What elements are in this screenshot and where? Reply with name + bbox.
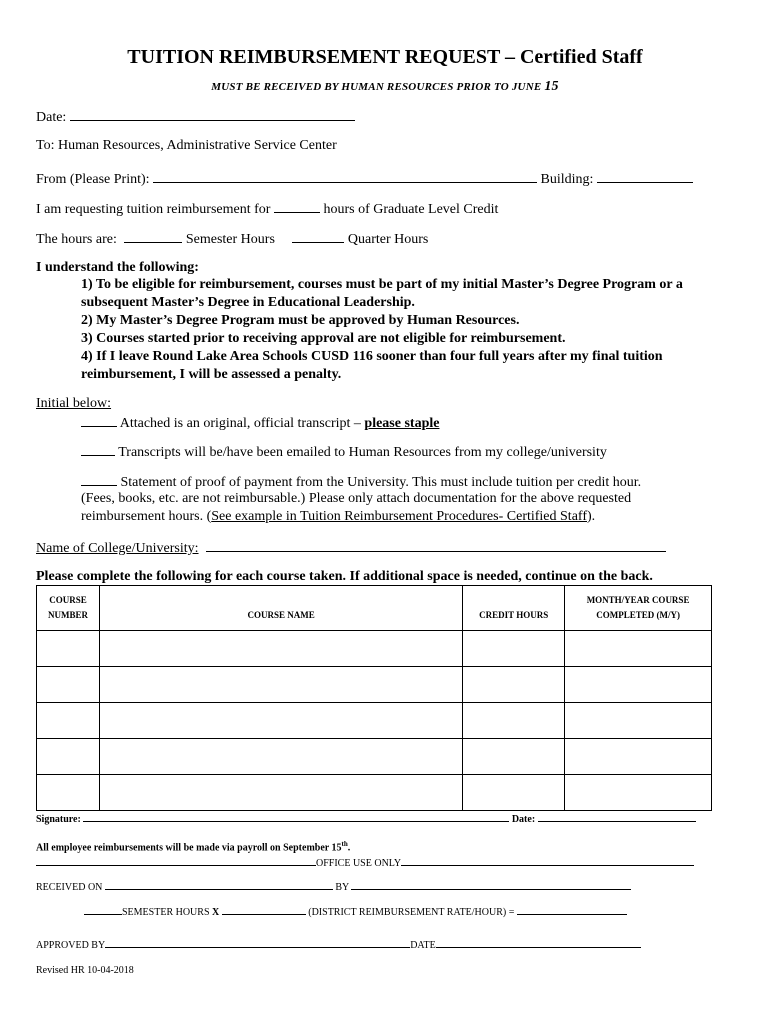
understanding-item: 2) My Master’s Degree Program must be approved by Human Resources. [81,313,520,328]
date-blank[interactable] [70,108,355,121]
header-credit-hours: CREDIT HOURS [463,586,565,631]
table-row [37,703,712,739]
understanding-item: 4) If I leave Round Lake Area Schools CUSD 116 sooner than four full years after my final tuition reimbursement, I will be assessed a penalty. [81,349,663,382]
initial-payment-proof: Statement of proof of payment from the University. This must include tuition per credit hour. [81,473,641,491]
from-field: From (Please Print): Building: [36,170,693,188]
initial-transcript-emailed: Transcripts will be/have been emailed to Human Resources from my college/university [81,443,607,461]
semester-hours-blank[interactable] [124,230,182,243]
semester-hours-calc-blank[interactable] [84,905,122,915]
course-name-cell[interactable] [99,775,462,811]
payment-proof-line-2: (Fees, books, etc. are not reimbursable.) Please only attach documentation for the above requested [81,491,632,506]
course-number-cell[interactable] [37,667,100,703]
credit-hours-cell[interactable] [463,703,565,739]
college-field: Name of College/University: [36,539,666,557]
total-blank[interactable] [517,905,627,915]
initial-heading: Initial below: [36,396,112,411]
approved-date-blank[interactable] [436,938,641,948]
course-number-cell[interactable] [37,775,100,811]
month-year-cell[interactable] [565,775,712,811]
to-line: To: Human Resources, Administrative Service Center [36,138,337,153]
month-year-cell[interactable] [565,739,712,775]
approved-by-blank[interactable] [105,938,410,948]
rate-blank[interactable] [222,905,306,915]
table-row [37,667,712,703]
initial-blank-3[interactable] [81,473,117,486]
request-hours-line: I am requesting tuition reimbursement for hours of Graduate Level Credit [36,202,499,217]
form-subtitle: MUST BE RECEIVED BY HUMAN RESOURCES PRIOR TO JUNE 15 [211,79,559,94]
payroll-note: All employee reimbursements will be made via payroll on September 15th. [36,840,351,854]
date-field: Date: [36,108,355,126]
received-on-blank[interactable] [105,880,333,890]
header-course-name: COURSE NAME [99,586,462,631]
course-number-cell[interactable] [37,739,100,775]
course-number-cell[interactable] [37,631,100,667]
initial-transcript-original: Attached is an original, official transcript – please staple [81,414,439,432]
signature-line: Signature: Date: [36,812,696,825]
signature-blank[interactable] [83,812,509,822]
received-by-blank[interactable] [351,880,631,890]
course-name-cell[interactable] [99,667,462,703]
initial-blank-1[interactable] [81,414,117,427]
office-use-divider: OFFICE USE ONLY [36,856,694,869]
from-blank[interactable] [153,170,537,183]
table-row [37,775,712,811]
course-number-cell[interactable] [37,703,100,739]
table-row [37,631,712,667]
course-name-cell[interactable] [99,631,462,667]
understanding-list [81,276,741,384]
college-blank[interactable] [206,539,666,552]
credit-hours-cell[interactable] [463,739,565,775]
credit-hours-cell[interactable] [463,775,565,811]
understanding-item: 3) Courses started prior to receiving approval are not eligible for reimbursement. [81,331,566,346]
credit-hours-cell[interactable] [463,631,565,667]
received-line: RECEIVED ON BY [36,880,631,893]
procedures-link[interactable]: See example in Tuition Reimbursement Procedures- Certified Staff [211,509,587,524]
signature-date-blank[interactable] [538,812,696,822]
approved-line: APPROVED BY DATE [36,938,641,951]
month-year-cell[interactable] [565,631,712,667]
header-month-year: MONTH/YEAR COURSE COMPLETED (M/Y) [565,586,712,631]
course-table [36,585,712,811]
credit-hours-cell[interactable] [463,667,565,703]
understanding-heading: I understand the following: [36,260,199,275]
course-table-header [37,586,712,631]
table-row [37,739,712,775]
month-year-cell[interactable] [565,667,712,703]
graduate-hours-blank[interactable] [274,200,320,213]
course-name-cell[interactable] [99,703,462,739]
initial-blank-2[interactable] [81,443,115,456]
quarter-hours-blank[interactable] [292,230,344,243]
month-year-cell[interactable] [565,703,712,739]
payment-proof-line-3: reimbursement hours. (See example in Tuition Reimbursement Procedures- Certified Staff). [81,509,596,524]
course-name-cell[interactable] [99,739,462,775]
header-course-number: COURSE NUMBER [37,586,100,631]
building-blank[interactable] [597,170,693,183]
hours-type-line: The hours are: Semester Hours Quarter Hours [36,232,429,247]
understanding-item: 1) To be eligible for reimbursement, courses must be part of my initial Master’s Degree Program or a subsequent Master’s Degree in Educational Leadership. [81,277,683,310]
course-instructions: Please complete the following for each course taken. If additional space is needed, continue on the back. [36,569,653,584]
calculation-line: SEMESTER HOURS X (DISTRICT REIMBURSEMENT RATE/HOUR) = [84,905,627,918]
revision-note: Revised HR 10-04-2018 [36,965,134,976]
form-title: TUITION REIMBURSEMENT REQUEST – Certified Staff [127,46,643,68]
